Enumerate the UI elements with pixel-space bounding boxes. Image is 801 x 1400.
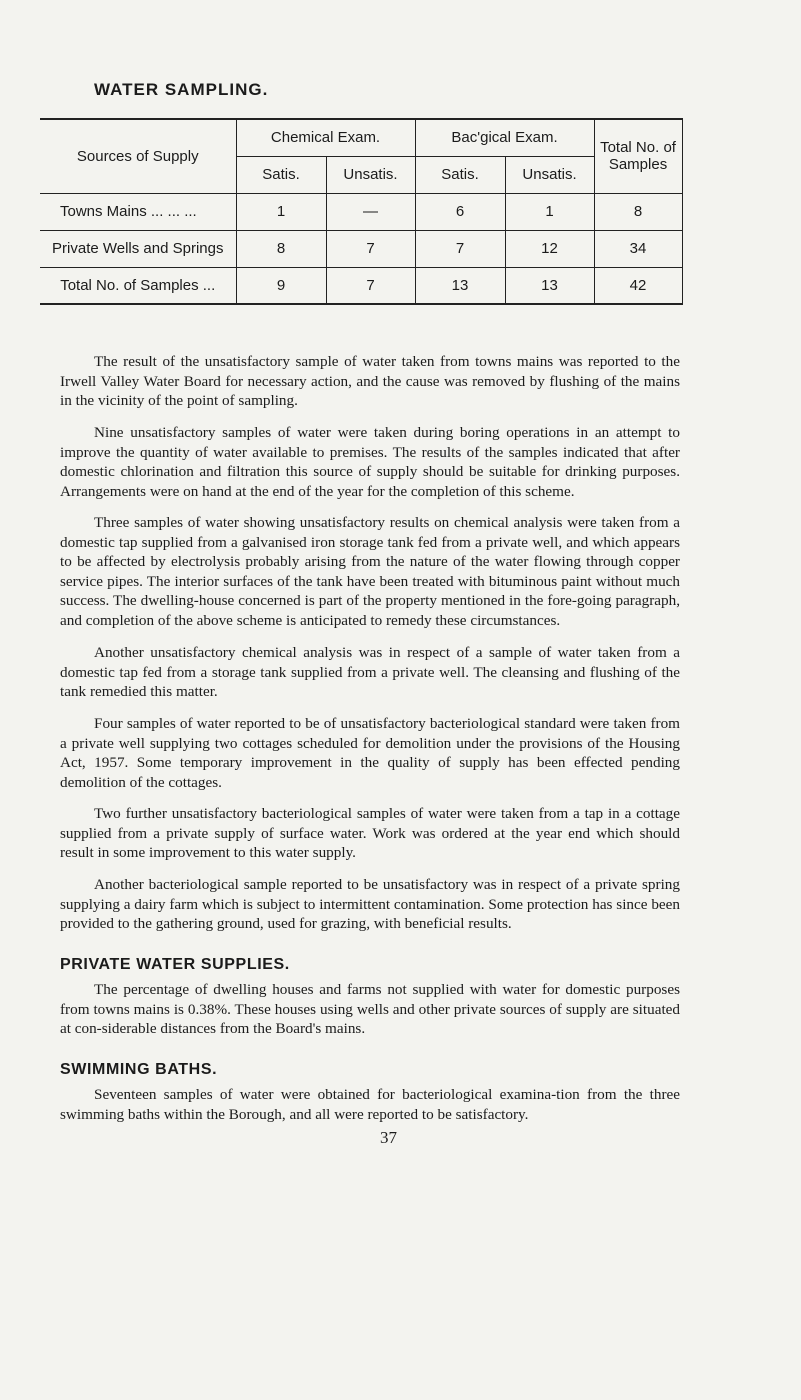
row-source: Total No. of Samples ... bbox=[40, 267, 236, 304]
cell-chem-satis: 9 bbox=[236, 267, 326, 304]
paragraph: Two further unsatisfactory bacteriological samples of water were taken from a tap in a cottage supplied from a private supply of surface water. Work was ordered at the year end which should result in some improvement to this water supply. bbox=[60, 805, 680, 862]
private-supplies-heading: PRIVATE WATER SUPPLIES. bbox=[60, 956, 290, 973]
paragraph: Four samples of water reported to be of unsatisfactory bacteriological standard were taken from a private well supplying two cottages scheduled for demolition under the provisions of the Housing Act, 1957. Some temporary improvement in the quality of supply has been effected pending demolition of the cottages. bbox=[60, 715, 680, 791]
cell-bact-unsatis: 1 bbox=[505, 193, 594, 230]
cell-total: 8 bbox=[594, 193, 682, 230]
header-bact-unsatis: Unsatis. bbox=[505, 156, 594, 193]
swimming-baths-heading: SWIMMING BATHS. bbox=[60, 1061, 218, 1078]
header-chemical: Chemical Exam. bbox=[236, 119, 415, 156]
cell-chem-unsatis: — bbox=[326, 193, 415, 230]
header-sources: Sources of Supply bbox=[40, 119, 236, 193]
cell-chem-satis: 1 bbox=[236, 193, 326, 230]
cell-total: 34 bbox=[594, 230, 682, 267]
swimming-baths-text: Seventeen samples of water were obtained for bacteriological examina-tion from the three swimming baths within the Borough, and all were reported to be satisfactory. bbox=[60, 1086, 680, 1123]
cell-bact-satis: 7 bbox=[415, 230, 505, 267]
row-source: Private Wells and Springs bbox=[40, 230, 236, 267]
cell-bact-satis: 6 bbox=[415, 193, 505, 230]
header-chem-unsatis: Unsatis. bbox=[326, 156, 415, 193]
header-bacteriological: Bac'gical Exam. bbox=[415, 119, 594, 156]
water-sampling-table bbox=[40, 118, 683, 305]
table-row bbox=[40, 230, 682, 267]
row-source: Towns Mains ... ... ... bbox=[40, 193, 236, 230]
paragraph: Another bacteriological sample reported to be unsatisfactory was in respect of a private spring supplying a dairy farm which is subject to intermittent contamination. Some protection has since been provided to the gathering ground, used for grazing, with beneficial results. bbox=[60, 876, 680, 933]
header-chem-satis: Satis. bbox=[236, 156, 326, 193]
paragraph: The result of the unsatisfactory sample of water taken from towns mains was reported to the Irwell Valley Water Board for necessary action, and the cause was removed by flushing of the mains in the vicinity of the point of sampling. bbox=[60, 353, 680, 410]
header-bact-satis: Satis. bbox=[415, 156, 505, 193]
paragraph: Another unsatisfactory chemical analysis was in respect of a sample of water taken from a domestic tap fed from a storage tank supplied from a private well. The cleansing and flushing of the tank remedied this matter. bbox=[60, 644, 680, 701]
cell-bact-unsatis: 13 bbox=[505, 267, 594, 304]
table-row bbox=[40, 193, 682, 230]
section-heading: WATER SAMPLING. bbox=[94, 80, 269, 99]
cell-total: 42 bbox=[594, 267, 682, 304]
private-supplies-text: The percentage of dwelling houses and farms not supplied with water for domestic purposes from towns mains is 0.38%. These houses using wells and other private sources of supply are situated at con-siderable distances from the Board's mains. bbox=[60, 981, 680, 1038]
cell-chem-unsatis: 7 bbox=[326, 267, 415, 304]
paragraph: Nine unsatisfactory samples of water were taken during boring operations in an attempt to improve the quantity of water available to premises. The results of the samples indicated that after domestic chlorination and filtration this source of supply should be suitable for drinking purposes. Arrangements were on hand at the end of the year for the completion of this scheme. bbox=[60, 424, 680, 500]
page-number: 37 bbox=[380, 1128, 397, 1147]
cell-chem-unsatis: 7 bbox=[326, 230, 415, 267]
paragraph: Three samples of water showing unsatisfactory results on chemical analysis were taken from a domestic tap supplied from a galvanised iron storage tank fed from a private well, and which appears to be affected by electrolysis probably arising from the nature of the water flowing through copper service pipes. The interior surfaces of the tank have been treated with bituminous paint without much success. The dwelling-house concerned is part of the property mentioned in the fore-going paragraph, and completion of the above scheme is anticipated to remedy these circumstances. bbox=[60, 514, 680, 629]
header-total: Total No. of Samples bbox=[594, 119, 682, 193]
cell-bact-satis: 13 bbox=[415, 267, 505, 304]
cell-bact-unsatis: 12 bbox=[505, 230, 594, 267]
table-row bbox=[40, 267, 682, 304]
cell-chem-satis: 8 bbox=[236, 230, 326, 267]
